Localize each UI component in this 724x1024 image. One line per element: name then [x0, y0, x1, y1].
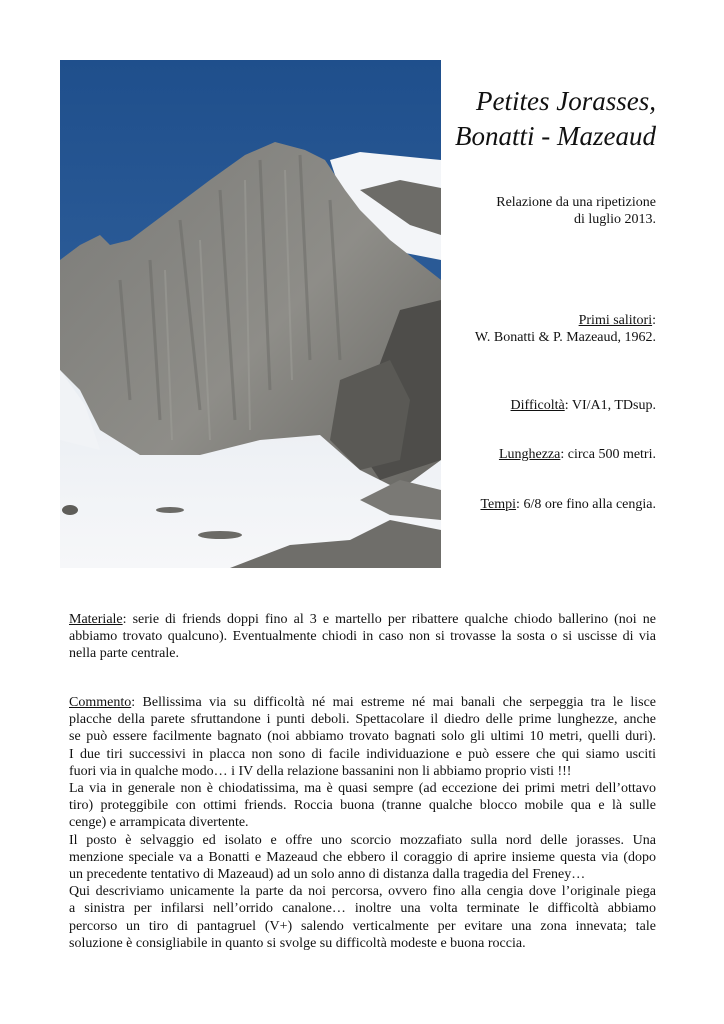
- first-ascent-block: Primi salitori: W. Bonatti & P. Mazeaud, 1962.: [474, 313, 656, 345]
- comment-line: se può essere facilmente bagnato (noi abbiamo trovato bagnati solo gli ultimi 10 metri, quelli duri).: [69, 729, 656, 745]
- length-label: Lunghezza: [498, 447, 561, 462]
- comment-line: a sinistra per infilarsi nell’orrido canalone… inoltre una volta terminate le difficoltà abbiamo: [69, 901, 656, 917]
- length-value: circa 500 metri.: [567, 447, 656, 462]
- comment-line: un precedente tentativo di Mazeaud) ad un solo anno di distanza dalla tragedia del Freney…: [69, 867, 586, 883]
- times-block: Tempi: 6/8 ore fino alla cengia.: [480, 497, 656, 512]
- report-note: [496, 194, 656, 228]
- material-line: nella parte centrale.: [69, 646, 179, 662]
- material-label: Materiale: [69, 612, 123, 627]
- page-title: [455, 84, 656, 154]
- comment-line: Qui descriviamo unicamente la parte da noi percorsa, ovvero fino alla cengia dove l’originale piega: [69, 884, 656, 900]
- difficulty-label: Difficoltà: [510, 398, 565, 413]
- comment-line: La via in generale non è chiodatissima, ma è quasi sempre (ad eccezione dei primi metri dell’ottavo: [69, 781, 656, 797]
- report-line-1: Relazione da una ripetizione: [496, 195, 656, 210]
- title-line-2: Bonatti - Mazeaud: [455, 121, 656, 151]
- report-line-2: di luglio 2013.: [573, 212, 656, 227]
- comment-line: Il posto è selvaggio ed isolato e offre uno scorcio mozzafiato sulla nord delle jorasses. Una: [69, 832, 656, 848]
- comment-line: soluzione è consigliabile in quanto si svolge su difficoltà modeste e buona roccia.: [69, 935, 526, 951]
- first-ascent-value: W. Bonatti & P. Mazeaud, 1962.: [474, 330, 656, 345]
- first-ascent-label: Primi salitori: [578, 313, 653, 328]
- times-value: 6/8 ore fino alla cengia.: [523, 497, 656, 512]
- comment-line: I due tiri successivi in placca non sono di facile individuazione e può essere che qui siamo usciti: [69, 746, 656, 762]
- comment-line: percorso un tiro di pantagruel (V+) salendo verticalmente per evitare una zona innevata; tale: [69, 918, 656, 934]
- comment-line: : Bellissima via su difficoltà né mai estreme né mai banali che serpeggia tra le lisce: [131, 695, 656, 710]
- comment-line: cenge) e arrampicata divertente.: [69, 815, 249, 831]
- title-line-1: Petites Jorasses,: [476, 86, 656, 116]
- comment-line: menzione speciale va a Bonatti e Mazeaud che ebbero il coraggio di aprire insieme questa via (dopo: [69, 849, 656, 865]
- times-label: Tempi: [480, 497, 517, 512]
- mountain-photo: [60, 60, 441, 568]
- comment-line: fuori via in qualche modo… i IV della relazione bassanini non li abbiamo proprio visti !!!: [69, 763, 572, 779]
- comment-line: placche della parete sfruttandone i punti deboli. Spettacolare il diedro delle prime lunghezze, anche: [69, 712, 656, 728]
- material-paragraph: [69, 611, 656, 663]
- comment-paragraph: [69, 694, 656, 952]
- mountain-photo-illustration: [60, 60, 441, 568]
- material-line: abbiamo trovato qualcuno). Eventualmente chiodi in caso non si trovasse la sosta o si uscisse di via: [69, 629, 656, 645]
- difficulty-block: Difficoltà: VI/A1, TDsup.: [510, 398, 656, 413]
- comment-line: tiro) proteggibile con ottimi friends. Roccia buona (tranne qualche blocco mobile qua e là sulle: [69, 798, 656, 814]
- difficulty-value: VI/A1, TDsup.: [571, 398, 656, 413]
- material-line: : serie di friends doppi fino al 3 e martello per ribattere qualche chiodo ballerino (noi ne: [122, 612, 656, 627]
- length-block: Lunghezza: circa 500 metri.: [498, 447, 656, 462]
- comment-label: Commento: [69, 695, 132, 710]
